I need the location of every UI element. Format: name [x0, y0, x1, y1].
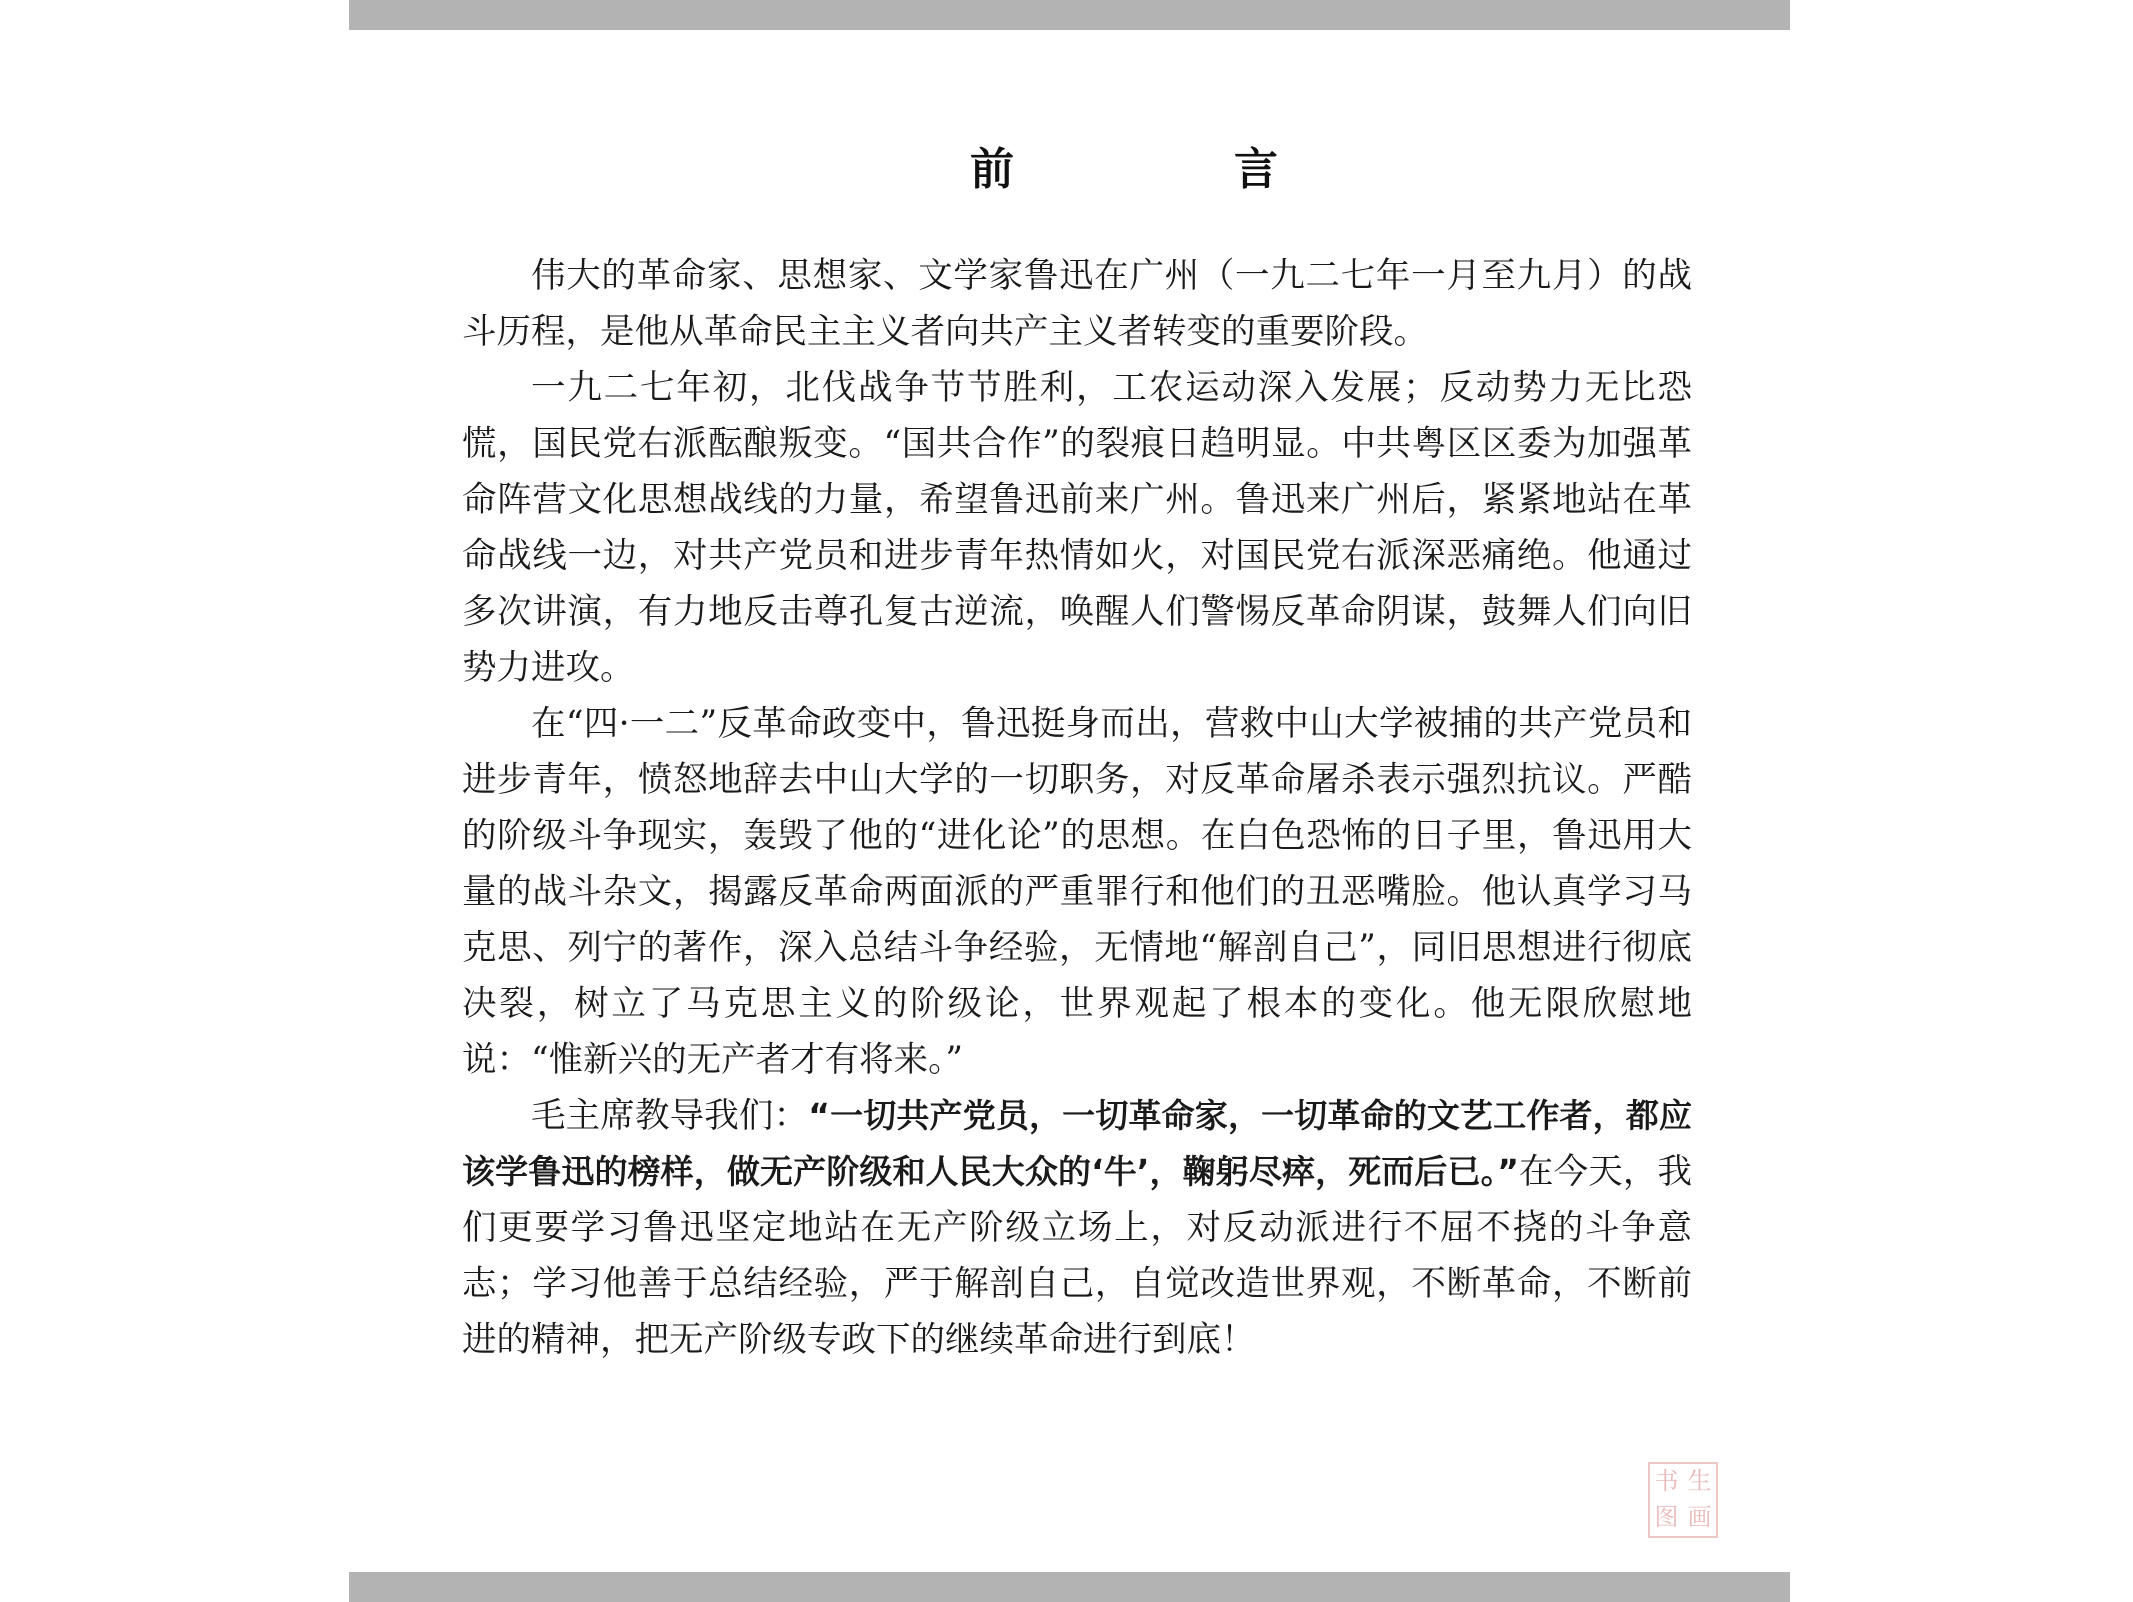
seal-char: 书 — [1654, 1467, 1679, 1495]
seal-char: 生 — [1687, 1467, 1712, 1495]
seal-char: 画 — [1687, 1503, 1712, 1531]
bottom-gray-band — [349, 1572, 1790, 1602]
paragraph-1: 伟大的革命家、思想家、文学家鲁迅在广州（一九二七年一月至九月）的战斗历程，是他从革命民主主义者向共产主义者转变的重要阶段。 — [462, 256, 1692, 352]
top-gray-band — [349, 0, 1790, 30]
paragraph-4 — [462, 1088, 1692, 1368]
quote-lead: 毛主席教导我们： — [531, 1096, 809, 1136]
paragraph-2: 一九二七年初，北伐战争节节胜利，工农运动深入发展；反动势力无比恐慌，国民党右派酝酿叛变。“国共合作”的裂痕日趋明显。中共粤区区委为加强革命阵营文化思想战线的力量，希望鲁迅前来广州。鲁迅来广州后，紧紧地站在革命战线一边，对共产党员和进步青年热情如火，对国民党右派深恶痛绝。他通过多次讲演，有力地反击尊孔复古逆流，唤醒人们警惕反革命阴谋，鼓舞人们向旧势力进攻。 — [462, 368, 1692, 688]
preface-page — [462, 140, 1692, 1368]
chairman-quote: “一切共产党员，一切革命家，一切革命的文艺工作者，都应该学鲁迅的榜样，做无产阶级和人民大众的‘牛’，鞠躬尽瘁，死而后已。” — [462, 1096, 1692, 1191]
paragraph-3: 在“四·一二”反革命政变中，鲁迅挺身而出，营救中山大学被捕的共产党员和进步青年，愤怒地辞去中山大学的一切职务，对反革命屠杀表示强烈抗议。严酷的阶级斗争现实，轰毁了他的“进化论”的思想。在白色恐怖的日子里，鲁迅用大量的战斗杂文，揭露反革命两面派的严重罪行和他们的丑恶嘴脸。他认真学习马克思、列宁的著作，深入总结斗争经验，无情地“解剖自己”，同旧思想进行彻底决裂，树立了马克思主义的阶级论，世界观起了根本的变化。他无限欣慰地说：“惟新兴的无产者才有将来。” — [462, 704, 1692, 1080]
seal-char: 图 — [1654, 1503, 1679, 1531]
library-seal-stamp — [1648, 1462, 1718, 1538]
paragraph-4-rest: 在今天，我们更要学习鲁迅坚定地站在无产阶级立场上，对反动派进行不屈不挠的斗争意志；学习他善于总结经验，严于解剖自己，自觉改造世界观，不断革命，不断前进的精神，把无产阶级专政下的继续革命进行到底！ — [462, 1152, 1692, 1360]
page-title: 前 言 — [970, 144, 1366, 195]
